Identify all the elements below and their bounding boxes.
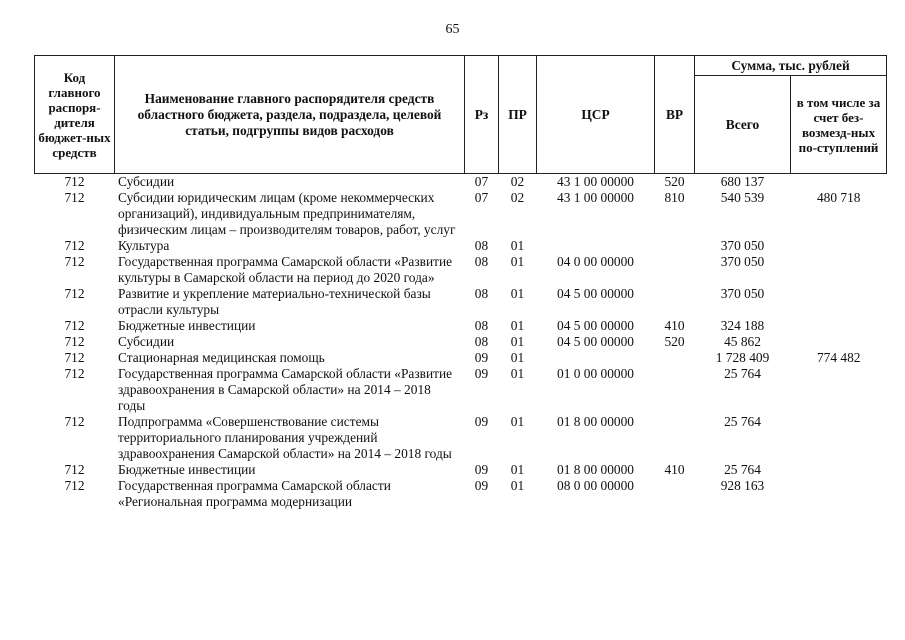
cell-rz: 08 (474, 318, 489, 333)
cell-incl: 480 718 (816, 190, 861, 205)
cell-incl (791, 478, 887, 510)
cell-code: 712 (64, 334, 85, 349)
cell-csr (537, 350, 655, 366)
cell-incl (791, 462, 887, 478)
cell-total: 25 764 (724, 414, 761, 429)
header-name: Наименование главного распорядителя средств областного бюджета, раздела, подраздела, целевой статьи, подгруппы видов расходов (115, 56, 465, 174)
cell-total: 370 050 (720, 286, 765, 301)
cell-rz: 09 (474, 366, 489, 381)
table-row (35, 462, 887, 478)
cell-pr: 01 (510, 462, 525, 477)
cell-code: 712 (64, 318, 85, 333)
cell-code: 712 (64, 238, 85, 253)
cell-name: Стационарная медицинская помощь (118, 350, 325, 365)
table-row (35, 286, 887, 318)
cell-name: Субсидии (118, 174, 175, 189)
cell-incl (791, 174, 887, 191)
cell-name: Бюджетные инвестиции (118, 462, 256, 477)
cell-total: 928 163 (720, 478, 765, 493)
table-row (35, 238, 887, 254)
cell-vr: 810 (664, 190, 685, 205)
cell-total: 370 050 (720, 238, 765, 253)
cell-csr: 04 5 00 00000 (557, 286, 634, 301)
cell-rz: 08 (474, 254, 489, 269)
cell-vr (655, 254, 695, 286)
cell-vr: 410 (664, 462, 685, 477)
cell-rz: 08 (474, 334, 489, 349)
cell-total: 370 050 (720, 254, 765, 269)
cell-pr: 01 (510, 366, 525, 381)
cell-pr: 01 (510, 286, 525, 301)
cell-pr: 01 (510, 318, 525, 333)
cell-incl (791, 318, 887, 334)
cell-vr: 410 (664, 318, 685, 333)
cell-pr: 01 (510, 254, 525, 269)
cell-incl (791, 286, 887, 318)
cell-total: 25 764 (724, 366, 761, 381)
table-row (35, 334, 887, 350)
cell-incl: 774 482 (816, 350, 861, 365)
cell-name: Субсидии (118, 334, 175, 349)
cell-rz: 09 (474, 414, 489, 429)
cell-vr (655, 350, 695, 366)
cell-csr: 01 0 00 00000 (557, 366, 634, 381)
cell-vr (655, 366, 695, 414)
cell-incl (791, 366, 887, 414)
cell-vr (655, 238, 695, 254)
header-incl: в том числе за счет без-возмезд-ных по-ступлений (791, 76, 887, 174)
cell-code: 712 (64, 350, 85, 365)
cell-code: 712 (64, 478, 85, 493)
cell-csr: 43 1 00 00000 (557, 174, 634, 189)
cell-rz: 09 (474, 462, 489, 477)
cell-name: Подпрограмма «Совершенствование системы территориального планирования учреждений здравоохранения Самарской области» на 2014 – 2018 годы (118, 414, 452, 461)
cell-vr (655, 286, 695, 318)
header-rz: Рз (465, 56, 499, 174)
cell-rz: 07 (474, 174, 489, 189)
cell-vr: 520 (664, 174, 685, 189)
cell-csr: 08 0 00 00000 (557, 478, 634, 493)
budget-table (34, 55, 887, 510)
table-row (35, 318, 887, 334)
cell-code: 712 (64, 174, 85, 189)
table-row (35, 254, 887, 286)
cell-rz: 09 (474, 350, 489, 365)
cell-total: 25 764 (724, 462, 761, 477)
cell-name: Бюджетные инвестиции (118, 318, 256, 333)
header-csr: ЦСР (537, 56, 655, 174)
cell-name: Субсидии юридическим лицам (кроме некоммерческих организаций), индивидуальным предпринимателям, физическим лицам – производителям товаров, работ, услуг (118, 190, 456, 237)
cell-rz: 09 (474, 478, 489, 493)
cell-incl (791, 238, 887, 254)
header-sum: Сумма, тыс. рублей (695, 56, 887, 76)
header-total: Всего (695, 76, 791, 174)
table-row (35, 190, 887, 238)
cell-incl (791, 334, 887, 350)
table-body (35, 174, 887, 511)
cell-vr (655, 478, 695, 510)
table-row (35, 478, 887, 510)
header-vr: ВР (655, 56, 695, 174)
cell-incl (791, 414, 887, 462)
header-pr: ПР (499, 56, 537, 174)
cell-pr: 01 (510, 350, 525, 365)
cell-name: Государственная программа Самарской области «Региональная программа модернизации (118, 478, 391, 509)
cell-csr: 43 1 00 00000 (557, 190, 634, 205)
cell-incl (791, 254, 887, 286)
cell-pr: 02 (510, 190, 525, 205)
cell-pr: 02 (510, 174, 525, 189)
cell-pr: 01 (510, 414, 525, 429)
page-number: 65 (445, 22, 460, 37)
table-row (35, 366, 887, 414)
cell-total: 1 728 409 (715, 350, 770, 365)
cell-code: 712 (64, 286, 85, 301)
cell-rz: 08 (474, 286, 489, 301)
cell-csr: 04 5 00 00000 (557, 334, 634, 349)
cell-name: Развитие и укрепление материально-технической базы отрасли культуры (118, 286, 431, 317)
cell-name: Культура (118, 238, 170, 253)
cell-rz: 07 (474, 190, 489, 205)
cell-total: 680 137 (720, 174, 765, 189)
header-code: Код главного распоря-дителя бюджет-ных средств (35, 56, 115, 174)
cell-pr: 01 (510, 478, 525, 493)
table-row (35, 414, 887, 462)
cell-vr: 520 (664, 334, 685, 349)
table-row (35, 350, 887, 366)
cell-name: Государственная программа Самарской области «Развитие культуры в Самарской области на период до 2020 года» (118, 254, 453, 285)
cell-vr (655, 414, 695, 462)
cell-rz: 08 (474, 238, 489, 253)
cell-csr: 01 8 00 00000 (557, 414, 634, 429)
cell-csr: 01 8 00 00000 (557, 462, 634, 477)
cell-csr: 04 5 00 00000 (557, 318, 634, 333)
cell-csr (537, 238, 655, 254)
cell-total: 324 188 (720, 318, 765, 333)
cell-code: 712 (64, 254, 85, 269)
cell-pr: 01 (510, 334, 525, 349)
cell-name: Государственная программа Самарской области «Развитие здравоохранения в Самарской области» на 2014 – 2018 годы (118, 366, 453, 413)
cell-code: 712 (64, 462, 85, 477)
cell-code: 712 (64, 366, 85, 381)
cell-csr: 04 0 00 00000 (557, 254, 634, 269)
table-row (35, 174, 887, 191)
table-header (35, 56, 887, 174)
cell-code: 712 (64, 414, 85, 429)
cell-total: 45 862 (724, 334, 761, 349)
cell-total: 540 539 (720, 190, 765, 205)
cell-pr: 01 (510, 238, 525, 253)
cell-code: 712 (64, 190, 85, 205)
